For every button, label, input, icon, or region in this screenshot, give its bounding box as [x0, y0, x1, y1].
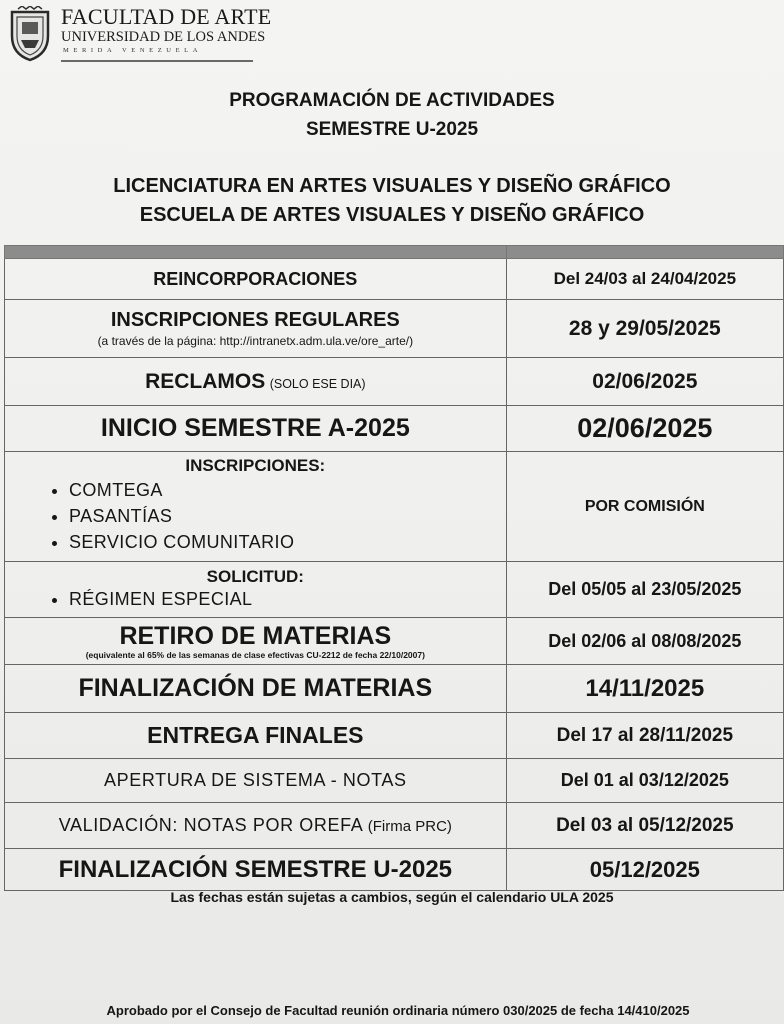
- list-item: • SERVICIO COMUNITARIO: [69, 532, 506, 553]
- table-row: [5, 452, 784, 562]
- activity-cell: APERTURA DE SISTEMA - NOTAS: [5, 759, 507, 803]
- date-cell: Del 24/03 al 24/04/2025: [506, 259, 783, 300]
- university-name: UNIVERSIDAD DE LOS ANDES: [61, 29, 266, 45]
- list-item: • PASANTÍAS: [69, 506, 506, 527]
- title-escuela: ESCUELA DE ARTES VISUALES Y DISEÑO GRÁFICO: [139, 204, 645, 226]
- table-header-band: [5, 246, 784, 259]
- date-cell: 02/06/2025: [506, 406, 783, 452]
- table-row: [5, 803, 784, 849]
- activity-cell: [5, 300, 507, 358]
- activity-cell: [5, 562, 507, 618]
- date-cell: Del 01 al 03/12/2025: [506, 759, 783, 803]
- table-row: [5, 713, 784, 759]
- activity-label: INSCRIPCIONES:: [185, 455, 326, 475]
- activity-cell: [5, 803, 507, 849]
- table-row: [5, 406, 784, 452]
- date-cell: Del 02/06 al 08/08/2025: [506, 618, 783, 665]
- date-cell: Del 05/05 al 23/05/2025: [506, 562, 783, 618]
- title-semestre: SEMESTRE U-2025: [305, 119, 479, 140]
- activity-cell: [5, 618, 507, 665]
- date-cell: 28 y 29/05/2025: [506, 300, 783, 358]
- disclaimer-text: Las fechas están sujetas a cambios, según el calendario ULA 2025: [170, 889, 614, 905]
- date-cell: 02/06/2025: [506, 358, 783, 406]
- table-row: [5, 849, 784, 891]
- activity-cell: [5, 452, 507, 562]
- activity-cell: ENTREGA FINALES: [5, 713, 507, 759]
- date-cell: POR COMISIÓN: [506, 452, 783, 562]
- activity-cell: INICIO SEMESTRE A-2025: [5, 406, 507, 452]
- date-cell: 14/11/2025: [506, 665, 783, 713]
- table-row: [5, 759, 784, 803]
- activity-cell: [5, 358, 507, 406]
- bullet-list: [5, 589, 506, 610]
- university-seal-icon: [8, 6, 52, 62]
- activity-label: INSCRIPCIONES REGULARES: [110, 309, 400, 331]
- activity-note: (a través de la página: http://intranetx.adm.ula.ve/ore_arte/): [97, 334, 414, 348]
- date-cell: Del 03 al 05/12/2025: [506, 803, 783, 849]
- table-row: [5, 562, 784, 618]
- bullet-list: [5, 480, 506, 553]
- table-row: [5, 665, 784, 713]
- city-name: MERIDA VENEZUELA: [63, 47, 203, 54]
- activity-cell: FINALIZACIÓN SEMESTRE U-2025: [5, 849, 507, 891]
- activity-label: RECLAMOS: [145, 369, 266, 393]
- title-licenciatura: LICENCIATURA EN ARTES VISUALES Y DISEÑO GRÁFICO: [113, 175, 671, 197]
- header-rule: [61, 60, 253, 62]
- faculty-header: [6, 2, 272, 66]
- table-row: [5, 618, 784, 665]
- activity-note: (SOLO ESE DIA): [269, 376, 366, 391]
- activity-cell: REINCORPORACIONES: [5, 259, 507, 300]
- date-cell: 05/12/2025: [506, 849, 783, 891]
- activity-label: SOLICITUD:: [206, 567, 304, 586]
- activity-cell: FINALIZACIÓN DE MATERIAS: [5, 665, 507, 713]
- activity-label: RETIRO DE MATERIAS: [119, 621, 392, 650]
- title-programacion: PROGRAMACIÓN DE ACTIVIDADES: [229, 90, 555, 111]
- table-row: [5, 300, 784, 358]
- list-item: • RÉGIMEN ESPECIAL: [69, 589, 506, 610]
- date-cell: Del 17 al 28/11/2025: [506, 713, 783, 759]
- table-row: [5, 259, 784, 300]
- approval-text: Aprobado por el Consejo de Facultad reunión ordinaria número 030/2025 de fecha 14/410/2025: [106, 1003, 690, 1018]
- activity-note: (Firma PRC): [367, 818, 452, 835]
- activity-label: VALIDACIÓN: NOTAS POR OREFA: [58, 815, 364, 835]
- activities-table: [4, 245, 784, 891]
- activity-note: (equivalente al 65% de las semanas de clase efectivas CU-2212 de fecha 22/10/2007): [85, 649, 425, 660]
- faculty-name: FACULTAD DE ARTE: [61, 4, 272, 29]
- table-row: [5, 358, 784, 406]
- list-item: • COMTEGA: [69, 480, 506, 501]
